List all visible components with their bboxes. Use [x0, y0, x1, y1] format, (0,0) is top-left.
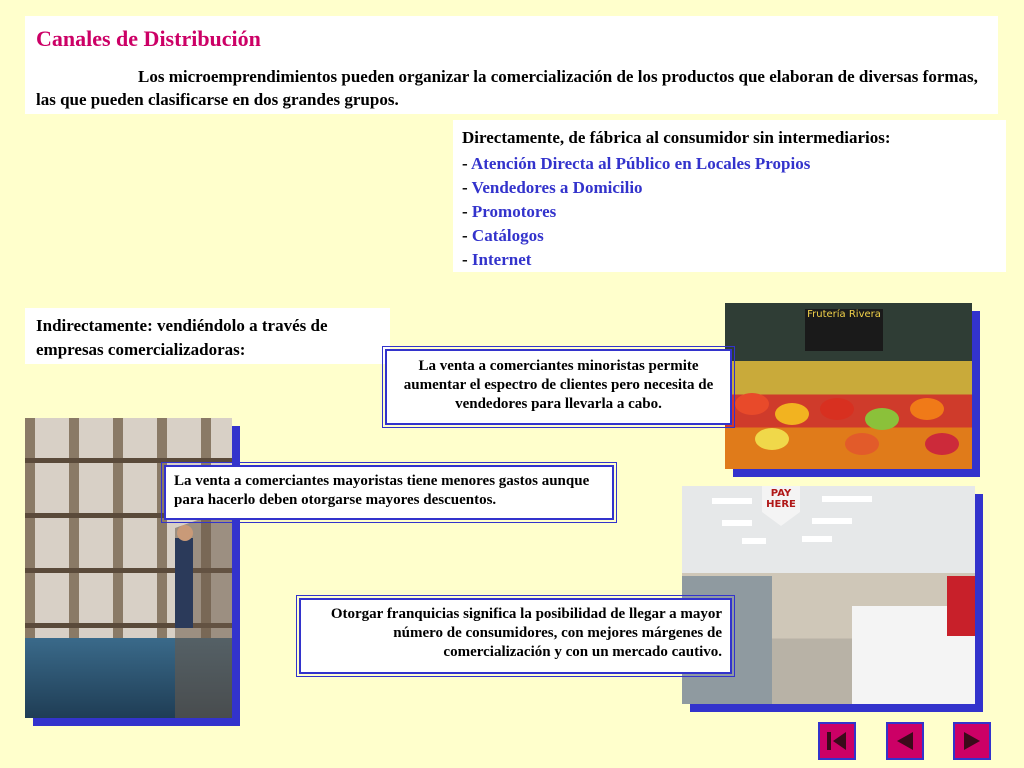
wholesale-callout: La venta a comerciantes mayoristas tiene menores gastos aunque para hacerlo deben otorgarse mayores descuentos. — [164, 465, 614, 520]
list-item: - Catálogos — [462, 226, 544, 245]
fruit-market-photo — [725, 303, 972, 469]
retail-callout: La venta a comerciantes minoristas permite aumentar el espectro de clientes pero necesita de vendedores para llevarla a cabo. — [385, 349, 732, 425]
list-item: - Atención Directa al Público en Locales Propios — [462, 154, 811, 173]
pay-here-sign: PAY HERE — [766, 488, 796, 510]
indirect-channels-panel — [25, 308, 390, 364]
indirect-heading: Indirectamente: vendiéndolo a través de empresas comercializadoras: — [36, 316, 328, 359]
next-slide-button[interactable] — [953, 722, 991, 760]
next-slide-icon — [959, 729, 985, 753]
direct-channels-panel — [453, 120, 1006, 272]
list-item: - Promotores — [462, 202, 557, 221]
page-title: Canales de Distribución — [36, 26, 261, 51]
previous-slide-button[interactable] — [886, 722, 924, 760]
intro-paragraph: Los microemprendimientos pueden organizar la comercialización de los productos que elaboran de diversas formas, las que pueden clasificarse en dos grandes grupos. — [36, 67, 978, 109]
warehouse-photo — [25, 418, 232, 718]
list-item: - Vendedores a Domicilio — [462, 178, 643, 197]
first-slide-icon — [824, 729, 850, 753]
franchise-callout: Otorgar franquicias significa la posibilidad de llegar a mayor número de consumidores, con mejores márgenes de comercialización y con un mercado cautivo. — [299, 598, 732, 674]
direct-list — [462, 152, 810, 272]
fruit-shop-sign: Frutería Rivera — [805, 309, 883, 351]
direct-heading: Directamente, de fábrica al consumidor sin intermediarios: — [462, 128, 891, 147]
title-panel — [25, 16, 998, 114]
previous-slide-icon — [892, 729, 918, 753]
list-item: - Internet — [462, 250, 532, 269]
first-slide-button[interactable] — [818, 722, 856, 760]
